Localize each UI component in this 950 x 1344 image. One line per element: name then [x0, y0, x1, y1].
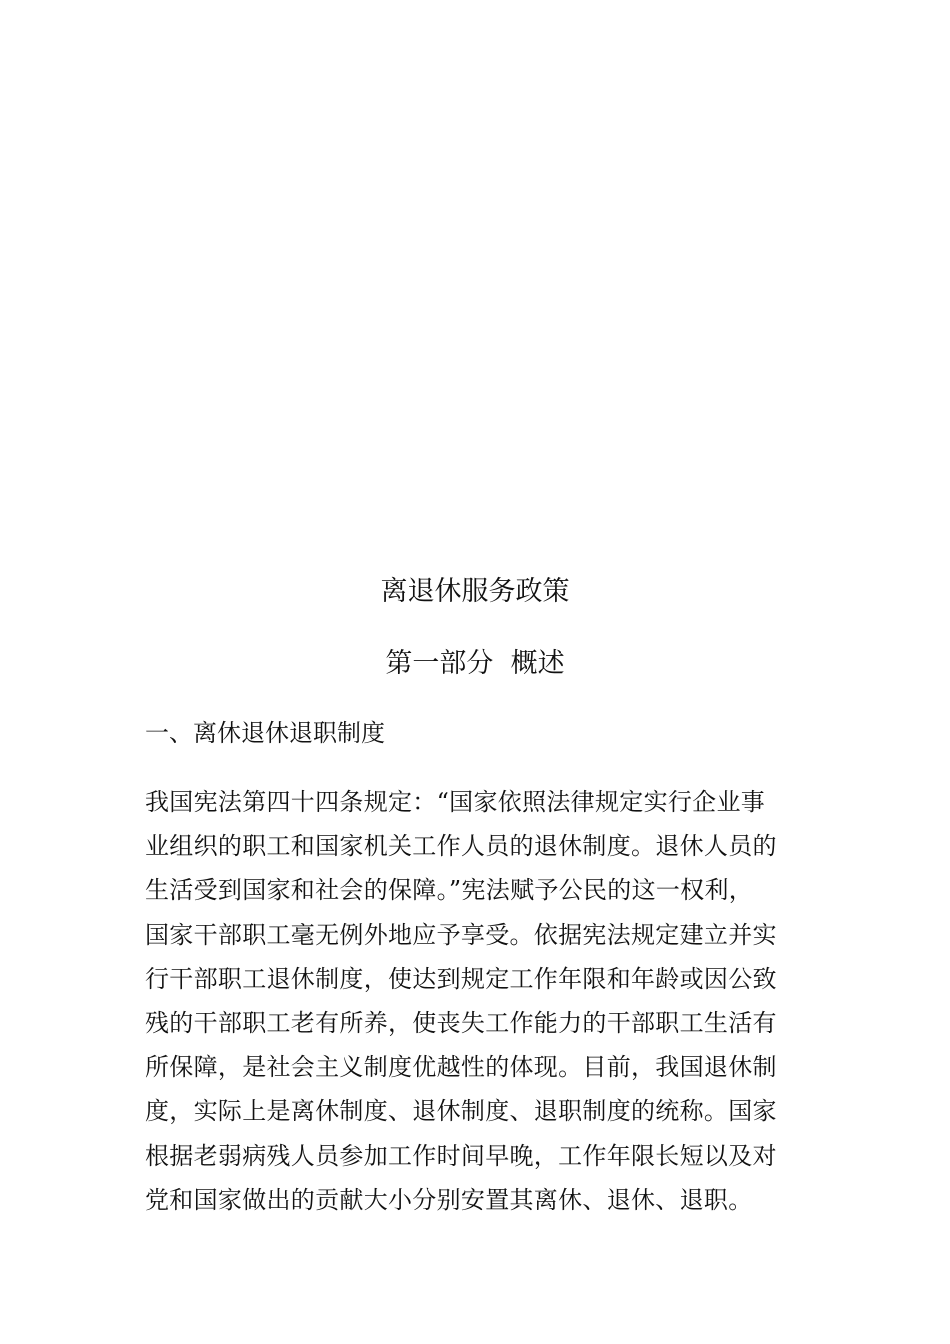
part-heading: 第一部分 概述: [385, 648, 565, 679]
section-heading: 一、离休退休退职制度: [145, 719, 385, 747]
paragraph-line: 残的干部职工老有所养，使丧失工作能力的干部职工生活有: [145, 1008, 777, 1037]
paragraph-line: 根据老弱病残人员参加工作时间早晚，工作年限长短以及对: [145, 1141, 777, 1170]
paragraph-line: 行干部职工退休制度，使达到规定工作年限和年龄或因公致: [145, 964, 777, 993]
paragraph-line: 度，实际上是离休制度、退休制度、退职制度的统称。国家: [145, 1097, 777, 1126]
body-paragraph: [145, 784, 790, 1226]
paragraph-line: 国家干部职工毫无例外地应予享受。依据宪法规定建立并实: [145, 920, 777, 949]
document-title: 离退休服务政策: [380, 576, 570, 607]
paragraph-line: 我国宪法第四十四条规定：“国家依照法律规定实行企业事: [145, 788, 766, 816]
paragraph-line: 党和国家做出的贡献大小分别安置其离休、退休、退职。: [145, 1185, 753, 1214]
paragraph-line: 所保障，是社会主义制度优越性的体现。目前，我国退休制: [145, 1053, 777, 1082]
paragraph-line: 生活受到国家和社会的保障。”宪法赋予公民的这一权利，: [145, 876, 754, 905]
paragraph-line: 业组织的职工和国家机关工作人员的退休制度。退休人员的: [145, 832, 777, 861]
